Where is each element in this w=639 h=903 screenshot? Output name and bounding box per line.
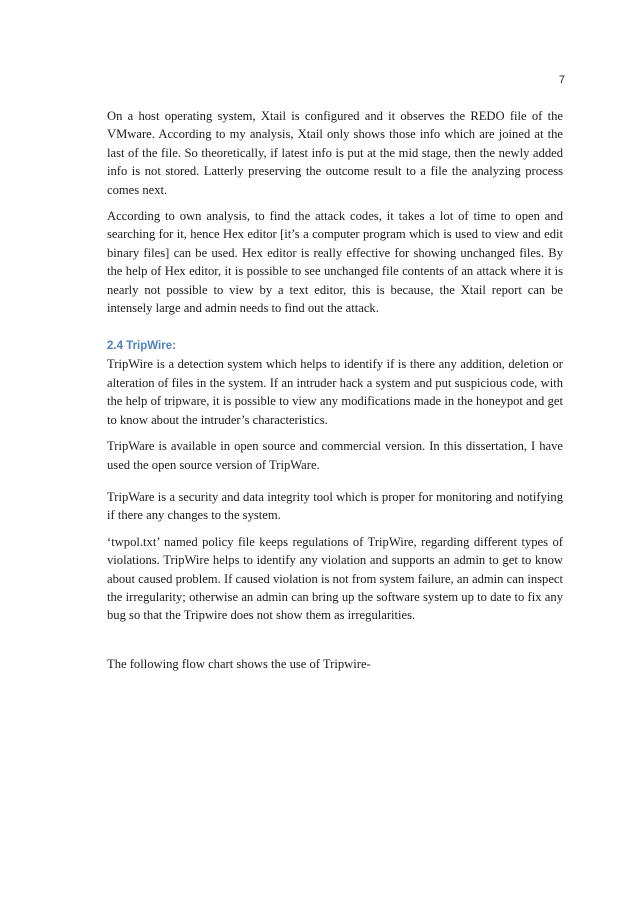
paragraph-hex-editor: According to own analysis, to find the attack codes, it takes a lot of time to open and searching for it, hence Hex editor [it’s a computer program which is used to view and edit binary files] can be used. Hex editor is really effective for showing unchanged files. By the help of Hex editor, it is possible to see unchanged file contents of an attack where it is nearly not possible to view by a text editor, this is because, the Xtail report can be intensely large and admin needs to find out the attack. bbox=[107, 209, 563, 316]
paragraph-tripwire-intro: TripWire is a detection system which helps to identify if is there any addition, deletion or alteration of files in the system. If an intruder hack a system and put suspicious code, with the help of tripware, it is possible to view any modifications made in the honeypot and get to know about the intruder’s characteristics. bbox=[107, 357, 563, 427]
paragraph-flow-chart-intro: The following flow chart shows the use of Tripwire- bbox=[107, 656, 371, 671]
paragraph-policy-file: ‘twpol.txt’ named policy file keeps regulations of TripWire, regarding different types of violations. TripWire helps to identify any violation and supports an admin to get to know about caused problem. If caused violation is not from system failure, an admin can inspect the irregularity; otherwise an admin can bring up the software system up to date to fix any bug so that the Tripwire does not show them as irregularities. bbox=[107, 534, 563, 623]
paragraph-tripwire-integrity: TripWare is a security and data integrity tool which is proper for monitoring and notifying if there any changes to the system. bbox=[107, 489, 563, 523]
paragraph-xtail-overview: On a host operating system, Xtail is configured and it observes the REDO file of the VMware. According to my analysis, Xtail only shows those info which are joined at the last of the file. So theoretically, if latest info is put at the mid stage, then the newly added info is not stored. Latterly preserving the outcome result to a file the analyzing process comes next. bbox=[107, 109, 563, 197]
page-number: 7 bbox=[558, 74, 565, 86]
spacer bbox=[107, 633, 563, 655]
section-heading-tripwire: 2.4 TripWire: bbox=[107, 340, 176, 353]
paragraph-tripwire-versions: TripWare is available in open source and commercial version. In this dissertation, I have used the open source version of TripWare. bbox=[107, 439, 563, 472]
page-body bbox=[107, 107, 563, 681]
